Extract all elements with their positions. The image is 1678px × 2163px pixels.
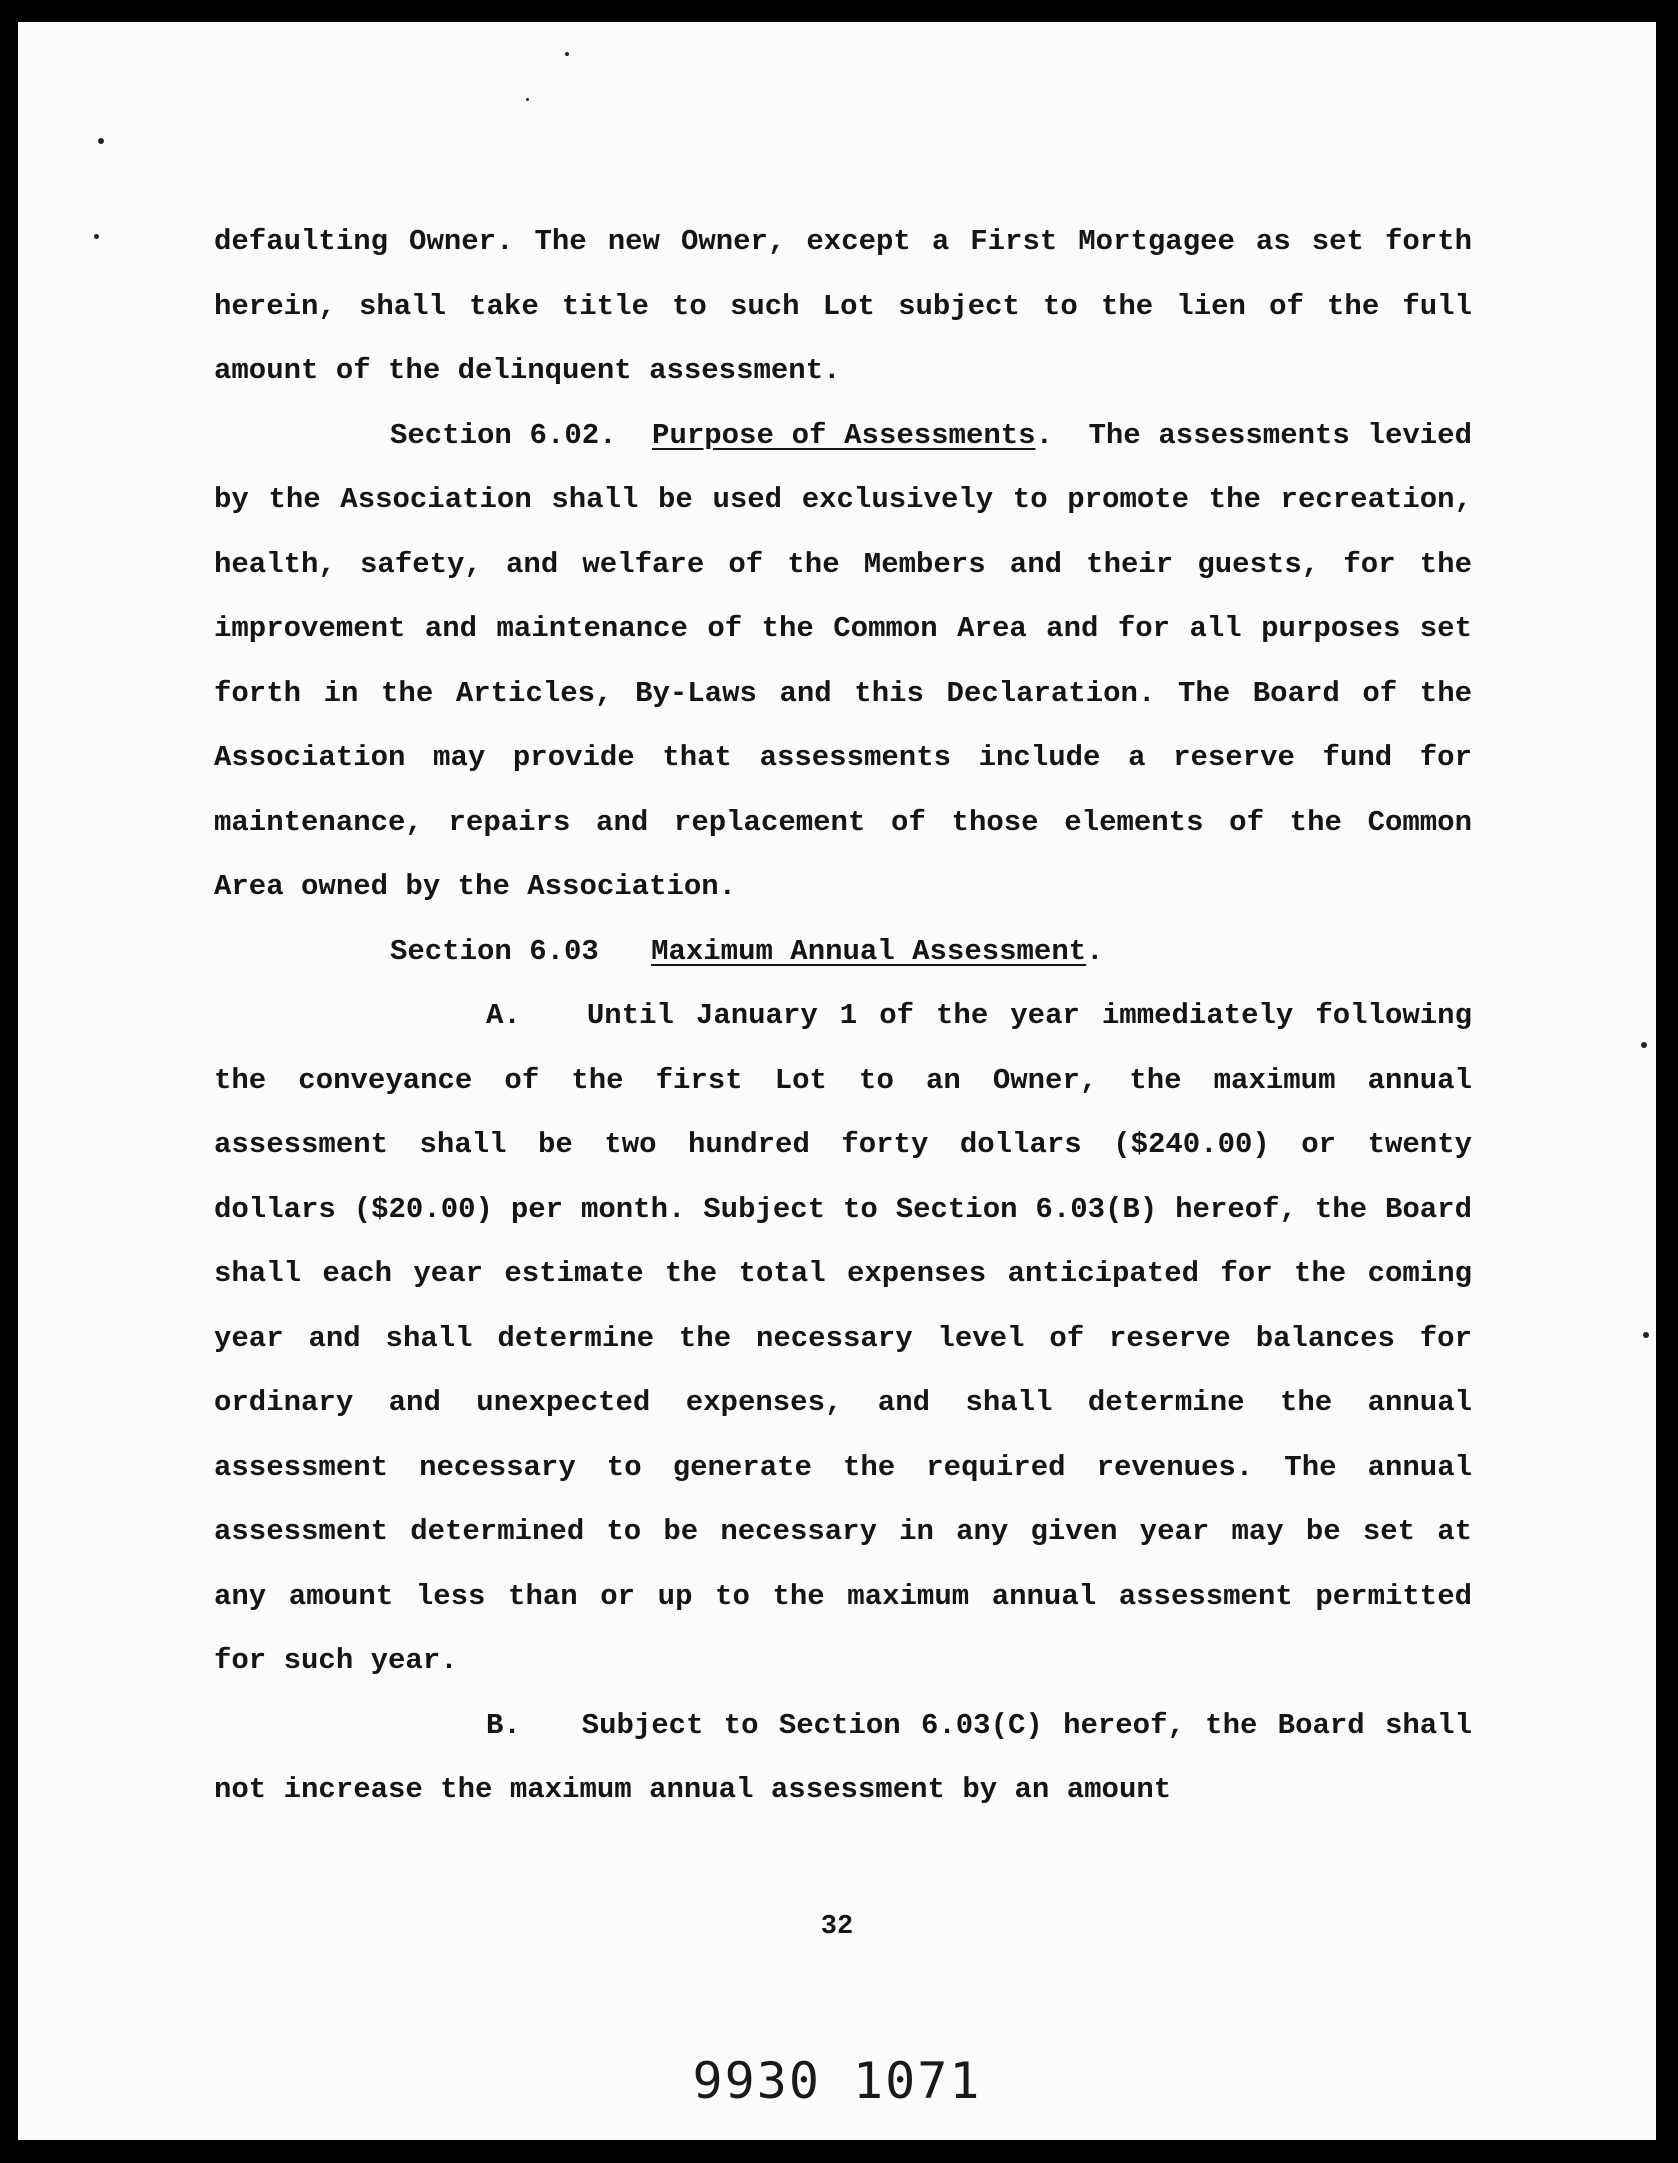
document-stamp-number: 9930 1071 [692, 2052, 982, 2110]
scan-speck [1641, 1042, 1647, 1048]
scan-speck [94, 234, 99, 239]
scan-speck [98, 138, 104, 144]
section-6-03-title: Maximum Annual Assessment [651, 934, 1087, 968]
paragraph-delinquent-owner: defaulting Owner. The new Owner, except a First Mortgagee as set forth herein, shall take title to such Lot subject to the lien of the full amount of the delinquent assessment. [214, 225, 1472, 387]
subsection-b-body: Subject to Section 6.03(C) hereof, the Board shall not increase the maximum annual assessment by an amount [214, 1708, 1472, 1806]
section-6-03-label: Section 6.03 [390, 934, 599, 968]
document-page [18, 22, 1656, 2140]
subsection-b [214, 1694, 1472, 1823]
section-6-02-label: Section 6.02. [390, 418, 617, 452]
scan-speck [1643, 1332, 1649, 1338]
subsection-a [214, 984, 1472, 1694]
section-6-02-title: Purpose of Assessments [652, 418, 1036, 452]
scan-speck [565, 52, 569, 56]
section-6-03-heading: Section 6.03 Maximum Annual Assessment. [390, 934, 1104, 968]
page-number: 32 [820, 1912, 854, 1942]
section-6-02-body: The assessments levied by the Association shall be used exclusively to promote the recreation, health, safety, and welfare of the Members and their guests, for the improvement and maintenance of the Common Area and for all purposes set forth in the Articles, By-Laws and this Declaration. The Board of the Association may provide that assessments include a reserve fund for maintenance, repairs and replacement of those elements of the Common Area owned by the Association. [214, 418, 1472, 903]
scan-speck [526, 98, 529, 101]
subsection-a-body: Until January 1 of the year immediately following the conveyance of the first Lot to an Owner, the maximum annual assessment shall be two hundred forty dollars ($240.00) or twenty dollars ($20.00) per month. Subject to Section 6.03(B) hereof, the Board shall each year estimate the total expenses anticipated for the coming year and shall determine the necessary level of reserve balances for ordinary and unexpected expenses, and shall determine the annual assessment necessary to generate the required revenues. The annual assessment determined to be necessary in any given year may be set at any amount less than or up to the maximum annual assessment permitted for such year. [214, 999, 1472, 1677]
document-body [214, 210, 1472, 1823]
subsection-a-label: A. [486, 999, 521, 1032]
section-6-02: Section 6.02. Purpose of Assessments. The assessments levied by the Association shall be used exclusively to promote the recreation, health, safety, and welfare of the Members and their guests, for the improvement and maintenance of the Common Area and for all purposes set forth in the Articles, By-Laws and this Declaration. The Board of the Association may provide that assessments include a reserve fund for maintenance, repairs and replacement of those elements of the Common Area owned by the Association. [214, 418, 1472, 903]
subsection-b-label: B. [486, 1708, 521, 1742]
